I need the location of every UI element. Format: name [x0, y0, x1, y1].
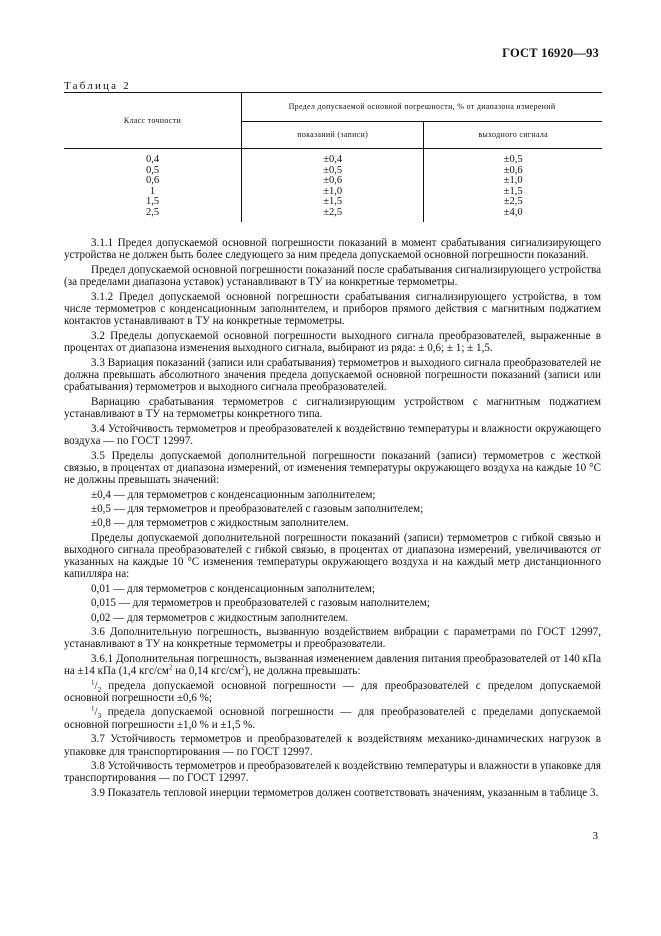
table-cell: ±2,5	[323, 206, 343, 218]
table-cell: 2,5	[145, 206, 160, 218]
paragraph: 3.7 Устойчивость термометров и преобразователей к воздействиям механико-динамических нагрузок в упаковке для транспортирования — по ГОСТ 12997.	[64, 733, 601, 758]
accuracy-table	[64, 92, 602, 222]
table-cell: 0,4	[145, 154, 160, 165]
col-class-values	[64, 149, 242, 223]
table-cell: 0,5	[145, 164, 160, 176]
table-cell: ±2,5	[503, 196, 523, 207]
table-cell: 0,6	[145, 175, 160, 186]
paragraph	[64, 653, 601, 678]
text-run: предела допускаемой основной погрешности — для преобразователей с пределами допускаемой основной погрешности ±1,0 % и ±1,5 %.	[64, 706, 601, 731]
text-run: 3.6.1 Дополнительная погрешность, вызванная изменением давления питания преобразователей от 140 кПа на ±14 кПа (1,4 кгс/см	[64, 652, 601, 677]
superscript: 2	[168, 663, 173, 672]
table-cell: ±0,6	[503, 164, 523, 176]
fraction-numerator: 1	[91, 677, 95, 686]
table-cell: ±1,5	[323, 196, 343, 207]
text-run: на 0,14 кгс/см	[172, 664, 241, 677]
table-cell: ±0,5	[503, 154, 523, 165]
list-item: ±0,8 — для термометров с жидкостным заполнителем.	[91, 517, 349, 530]
paragraph: $^1/_3$ предела допускаемой основной погрешности — для преобразователей с пределами допускаемой основной погрешности ±1,0 % и ±1,5 %.	[64, 704, 601, 731]
table-cell: ±1,0	[503, 175, 523, 186]
paragraph: $^1/_2$ предела допускаемой основной погрешности — для преобразователей с пределом допускаемой основной погрешности ±0,6 %;	[64, 677, 601, 704]
table-cell: 1	[149, 185, 156, 197]
col-header-group: Предел допускаемой основной погрешности, % от диапазона измерений	[242, 93, 603, 122]
paragraph: 3.4 Устойчивость термометров и преобразователей к воздействию температуры и влажности окружающего воздуха — по ГОСТ 12997.	[64, 422, 601, 448]
list-item: 0,015 — для термометров и преобразователей с газовым наполнителем;	[91, 597, 430, 610]
body-text	[64, 237, 601, 802]
doc-code-header: ГОСТ 16920—93	[502, 46, 599, 60]
superscript: 2	[240, 663, 245, 672]
paragraph: 3.1.1 Предел допускаемой основной погрешности показаний в момент срабатывания сигнализирующего устройства не должен быть более следующего за ним предела допускаемой основной погрешности показаний.	[64, 237, 601, 262]
table-cell: ±4,0	[503, 206, 523, 218]
table-cell: ±0,5	[323, 164, 343, 176]
col-header-output: выходного сигнала	[424, 121, 602, 149]
paragraph: 3.5 Пределы допускаемой дополнительной погрешности показаний (записи) термометров с жесткой связью, в процентах от диапазона измерений, от изменения температуры окружающего воздуха на каждые 10 °С не должны превышать значений:	[64, 449, 601, 487]
list-item: ±0,5 — для термометров и преобразователей с газовым заполнителем;	[91, 503, 424, 516]
list-item: 0,01 — для термометров с конденсационным заполнителем;	[91, 583, 375, 596]
list-item: ±0,4 — для термометров с конденсационным заполнителем;	[91, 488, 376, 501]
paragraph: 3.8 Устойчивость термометров и преобразователей к воздействию температуры и влажности в упаковке для транспортирования — по ГОСТ 12997.	[64, 760, 601, 785]
paragraph: 3.1.2 Предел допускаемой основной погрешности срабатывания сигнализирующего устройства, в том числе термометров с конденсационным заполнителем, и приборов прямого действия с магнитным поджатием контактов устанавливают в ТУ на конкретные термометры.	[64, 290, 601, 328]
paragraph: Предел допускаемой основной погрешности показаний после срабатывания сигнализирующего устройства (за пределами диапазона уставок) устанавливают в ТУ на конкретные термометры.	[64, 263, 601, 289]
paragraph: Вариацию срабатывания термометров с сигнализирующим устройством с магнитным поджатием устанавливают в ТУ на термометры конкретного типа.	[64, 395, 601, 421]
table-cell: ±1,0	[323, 185, 343, 197]
fraction-denominator: 2	[97, 685, 102, 694]
col-header-class: Класс точности	[64, 93, 242, 149]
fraction-numerator: 1	[91, 704, 95, 713]
text-run: предела допускаемой основной погрешности — для преобразователей с пределом допускаемой основной погрешности ±0,6 %;	[64, 679, 601, 704]
col-header-readings: показаний (записи)	[242, 121, 424, 149]
table-cell: ±1,5	[503, 185, 523, 197]
paragraph: 3.2 Пределы допускаемой основной погрешности выходного сигнала преобразователей, выраженные в процентах от диапазона изменения выходного сигнала, выбирают из ряда: ± 0,6; ± 1; ± 1,5.	[64, 329, 601, 355]
paragraph: 3.6 Дополнительную погрешность, вызванную воздействием вибрации с параметрами по ГОСТ 12997, устанавливают в ТУ на конкретные термометры и преобразователи.	[64, 625, 601, 651]
paragraph: 3.9 Показатель тепловой инерции термометров должен соответствовать значениям, указанным в таблице 3.	[91, 787, 599, 800]
paragraph: 3.3 Вариация показаний (записи или срабатывания) термометров и выходного сигнала преобразователей не должна превышать абсолютного значения предела допускаемой основной погрешности показаний (записи или срабатывания) термометров и выходного сигнала преобразователей.	[64, 356, 601, 394]
col-output-values	[424, 149, 602, 223]
table-cell: 1,5	[145, 196, 160, 207]
table-cell: ±0,6	[323, 175, 343, 186]
col-readings-values	[242, 149, 424, 223]
text-run: ), не должна превышать:	[244, 664, 361, 677]
paragraph: Пределы допускаемой дополнительной погрешности показаний (записи) термометров с гибкой связью и выходного сигнала преобразователей с гибкой связью, в процентах от диапазона измерений, увеличиваются от указанных на каждые 10 °С изменения температуры окружающего воздуха и на каждый метр дистанционного капилляра на:	[64, 531, 601, 581]
fraction-denominator: 3	[97, 712, 102, 721]
table-cell: ±0,4	[323, 154, 343, 165]
page-number: 3	[592, 830, 598, 842]
table-title: Таблица 2	[64, 80, 131, 92]
list-item: 0,02 — для термометров с жидкостным заполнителем.	[91, 611, 349, 624]
